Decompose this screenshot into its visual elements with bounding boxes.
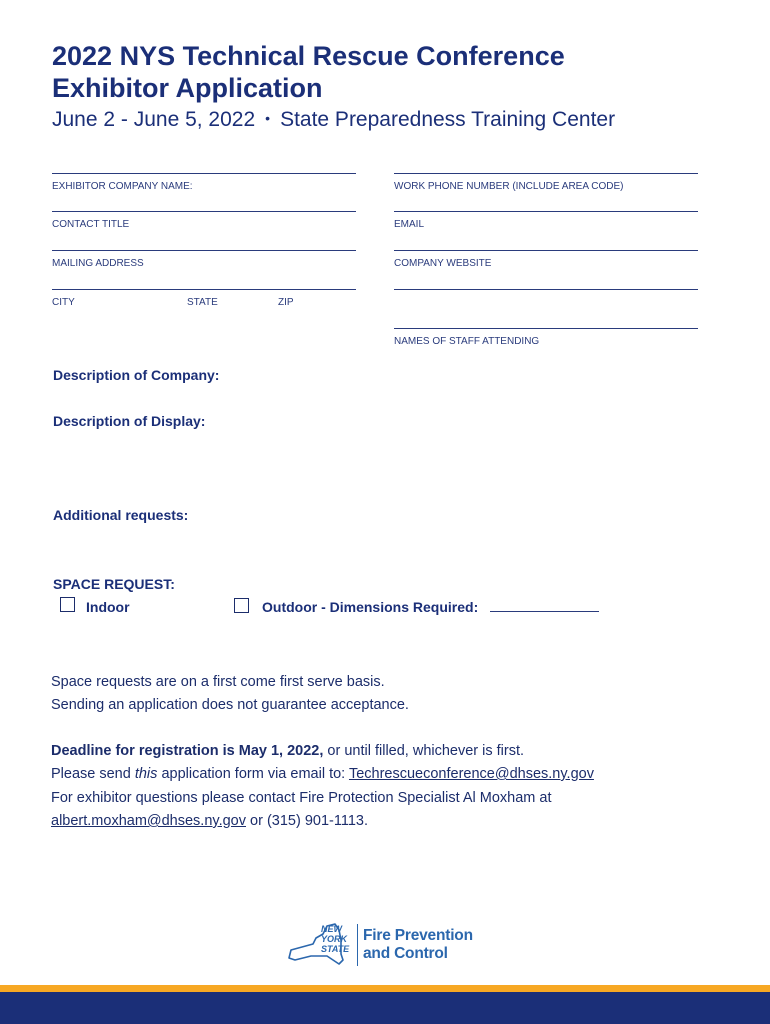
work-phone-line	[394, 173, 698, 174]
company-website-label: COMPANY WEBSITE	[394, 258, 492, 269]
mailing-address-label: MAILING ADDRESS	[52, 258, 144, 269]
company-name-line	[52, 173, 356, 174]
questions-note: For exhibitor questions please contact Fire Protection Specialist Al Moxham at	[51, 790, 552, 806]
send-middle: application form via email to:	[157, 766, 349, 782]
additional-requests-label: Additional requests:	[53, 507, 189, 523]
logo-divider	[357, 924, 358, 966]
mailing-address-line	[52, 250, 356, 251]
company-website-field[interactable]	[394, 250, 698, 269]
nys-logo-state: STATE	[321, 944, 350, 954]
staff-attending-field[interactable]	[394, 328, 698, 347]
work-phone-label: WORK PHONE NUMBER (INCLUDE AREA CODE)	[394, 181, 624, 192]
contact-email-link[interactable]: albert.moxham@dhses.ny.gov	[51, 813, 246, 829]
event-venue: State Preparedness Training Center	[280, 108, 616, 131]
email-line	[394, 211, 698, 212]
send-prefix: Please send	[51, 766, 135, 782]
event-subtitle	[52, 108, 615, 132]
footer-orange-band	[0, 985, 770, 992]
contact-note	[51, 813, 368, 829]
title-line-1: 2022 NYS Technical Rescue Conference	[52, 41, 565, 71]
contact-title-line	[52, 211, 356, 212]
description-company-label: Description of Company:	[53, 367, 220, 383]
note-first-come: Space requests are on a first come first serve basis.	[51, 674, 385, 690]
contact-title-field[interactable]	[52, 211, 356, 230]
city-state-zip-field[interactable]	[52, 289, 356, 308]
deadline-rest: or until filled, whichever is first.	[323, 743, 525, 759]
footer-navy-band	[0, 992, 770, 1024]
indoor-label: Indoor	[86, 599, 130, 615]
email-field[interactable]	[394, 211, 698, 230]
mailing-address-field[interactable]	[52, 250, 356, 269]
conference-email-link[interactable]: Techrescueconference@dhses.ny.gov	[348, 766, 594, 782]
nys-logo-text	[321, 924, 349, 954]
logo-text-line-1: Fire Prevention	[363, 927, 473, 944]
space-request-heading: SPACE REQUEST:	[53, 576, 175, 592]
company-website-line	[394, 250, 698, 251]
event-dates: June 2 - June 5, 2022	[52, 108, 256, 131]
outdoor-checkbox[interactable]	[234, 598, 249, 613]
extra-line-field[interactable]	[394, 289, 698, 290]
nys-logo-new: NEW	[321, 924, 342, 934]
note-no-guarantee: Sending an application does not guarantee acceptance.	[51, 697, 409, 713]
dimensions-input-line[interactable]	[490, 611, 599, 612]
zip-label: ZIP	[278, 297, 294, 308]
contact-phone: or (315) 901-1113.	[246, 813, 368, 829]
city-state-zip-line	[52, 289, 356, 290]
work-phone-field[interactable]	[394, 173, 698, 192]
indoor-checkbox[interactable]	[60, 597, 75, 612]
title-line-2: Exhibitor Application	[52, 73, 323, 103]
logo-text-line-2: and Control	[363, 945, 448, 962]
staff-attending-label: NAMES OF STAFF ATTENDING	[394, 336, 540, 347]
nys-logo-york: YORK	[321, 934, 348, 944]
page-title	[52, 40, 742, 104]
company-name-label: EXHIBITOR COMPANY NAME:	[52, 181, 193, 192]
send-note	[51, 766, 594, 782]
bullet-separator: •	[265, 110, 271, 126]
send-italic: this	[134, 766, 158, 782]
extra-line	[394, 289, 698, 290]
deadline-note	[51, 743, 524, 759]
outdoor-label: Outdoor - Dimensions Required:	[262, 599, 479, 615]
city-state-zip-labels	[52, 297, 356, 308]
email-label: EMAIL	[394, 219, 425, 230]
deadline-bold: Deadline for registration is May 1, 2022,	[51, 743, 324, 759]
description-display-label: Description of Display:	[53, 413, 206, 429]
company-name-field[interactable]	[52, 173, 356, 192]
staff-attending-line	[394, 328, 698, 329]
city-label: CITY	[52, 297, 75, 308]
state-label: STATE	[187, 297, 218, 308]
contact-title-label: CONTACT TITLE	[52, 219, 130, 230]
